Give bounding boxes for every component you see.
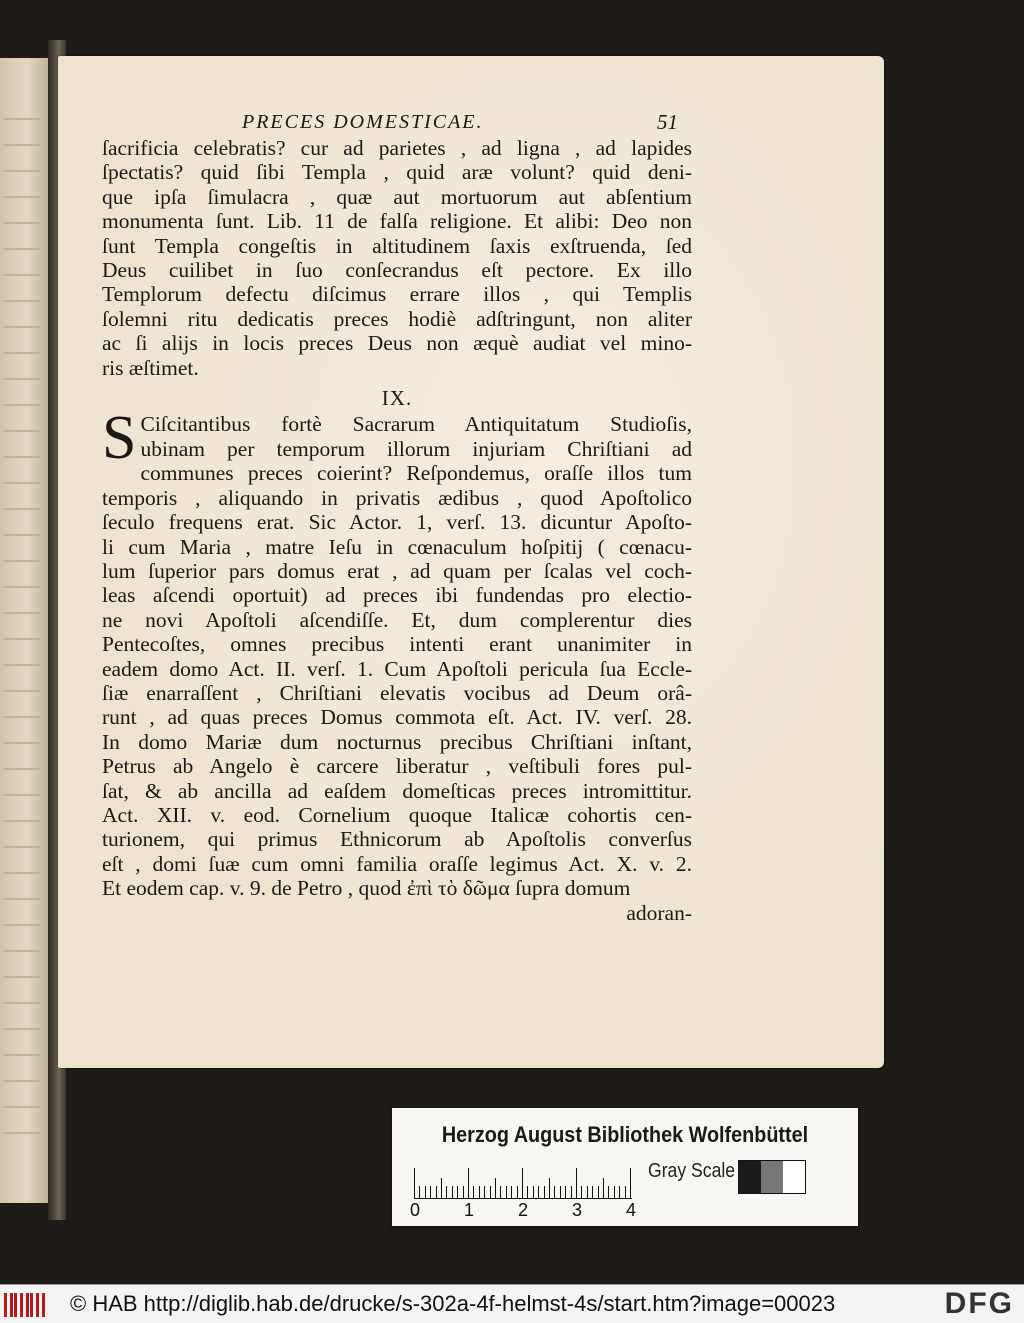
barcode-stripe	[26, 1293, 29, 1317]
bleed-through-line	[4, 534, 40, 536]
bleed-through-line	[4, 976, 40, 978]
institution-name: Herzog August Bibliothek Wolfenbüttel	[441, 1122, 809, 1147]
ruler-tick	[446, 1186, 447, 1198]
ruler-tick	[630, 1168, 631, 1198]
ruler-tick	[603, 1178, 604, 1198]
text-line: li cum Maria , matre Ieſu in cœnaculum hoſpitij ( cœnacu-	[102, 534, 692, 559]
ruler-number: 2	[518, 1200, 529, 1220]
ruler-tick	[457, 1186, 458, 1198]
ruler-tick	[587, 1186, 588, 1198]
bleed-through-line	[4, 144, 40, 146]
bleed-through-line	[4, 846, 40, 848]
ruler-number: 0	[410, 1200, 421, 1220]
ruler-tick	[463, 1186, 464, 1198]
gray-scale-label: Gray Scale	[648, 1160, 736, 1182]
catchword: adoran-	[626, 900, 692, 925]
paragraph-2	[102, 404, 692, 901]
text-line: runt , ad quas preces Domus commota eſt. Act. IV. verſ. 28.	[102, 705, 692, 730]
text-line: communes preces coierint? Reſpondemus, oraſſe illos tum	[140, 461, 692, 486]
bleed-through-line	[4, 1106, 40, 1108]
bleed-through-line	[4, 482, 40, 484]
bleed-through-line	[4, 274, 40, 276]
ruler-tick	[419, 1186, 420, 1198]
text-line: ſunt Templa congeſtis in altitudinem ſaxis exſtruenda, ſed	[102, 233, 692, 258]
text-line: Templorum defectu diſcimus errare illos , qui Templis	[102, 282, 692, 307]
text-line: que ipſa ſimulacra , quæ aut mortuorum aut abſentium	[102, 184, 692, 209]
bleed-through-line	[4, 794, 40, 796]
running-header	[102, 110, 692, 136]
ruler-tick	[565, 1186, 566, 1198]
bleed-through-line	[4, 586, 40, 588]
text-line: lum ſuperior pars domus erat , ad quam per ſcalas vel coch-	[102, 558, 692, 583]
bleed-through-line	[4, 326, 40, 328]
ruler-number: 3	[572, 1200, 583, 1220]
ruler-tick	[425, 1186, 426, 1198]
drop-capital: S	[102, 404, 137, 473]
ruler-tick	[581, 1186, 582, 1198]
ruler-tick	[500, 1186, 501, 1198]
bleed-through-line	[4, 170, 40, 172]
ruler-tick	[538, 1186, 539, 1198]
ruler-tick	[495, 1178, 496, 1198]
source-credit-link[interactable]: © HAB http://diglib.hab.de/drucke/s-302a-4f-helmst-4s/start.htm?image=00023	[70, 1291, 836, 1316]
bleed-through-line	[4, 638, 40, 640]
text-line: ſpectatis? quid ſibi Templa , quid aræ volunt? quid deni-	[102, 160, 692, 185]
ruler-number: 1	[464, 1200, 475, 1220]
ruler-tick	[436, 1186, 437, 1198]
bleed-through-line	[4, 1002, 40, 1004]
bleed-through-line	[4, 742, 40, 744]
hab-barcode-icon	[4, 1293, 48, 1317]
section-heading: IX.	[381, 386, 413, 411]
ruler-tick	[544, 1186, 545, 1198]
bleed-through-line	[4, 1054, 40, 1056]
ruler-number: 4	[626, 1200, 637, 1220]
bleed-through-line	[4, 872, 40, 874]
ruler-tick	[473, 1186, 474, 1198]
page-text-block	[102, 110, 692, 925]
bleed-through-line	[4, 404, 40, 406]
bleed-through-line	[4, 352, 40, 354]
text-line: temporis , aliquando in privatis ædibus , quod Apoſtolico	[102, 485, 692, 510]
bleed-through-line	[4, 196, 40, 198]
text-line: eadem domo Act. II. verſ. 1. Cum Apoſtoli pericula ſua Eccle-	[102, 656, 692, 681]
barcode-stripe	[36, 1293, 39, 1317]
bleed-through-line	[4, 560, 40, 562]
bleed-through-line	[4, 664, 40, 666]
ruler-tick	[506, 1186, 507, 1198]
bleed-through-line	[4, 950, 40, 952]
bleed-through-line	[4, 924, 40, 926]
bleed-through-line	[4, 716, 40, 718]
gray-swatch	[739, 1161, 761, 1193]
color-scale-card	[392, 1108, 858, 1226]
bleed-through-line	[4, 898, 40, 900]
paragraph-1	[102, 136, 692, 380]
ruler-tick	[614, 1186, 615, 1198]
ruler-tick	[576, 1168, 577, 1198]
ruler-tick	[592, 1186, 593, 1198]
ruler-tick	[608, 1186, 609, 1198]
text-line: In domo Mariæ dum nocturnus precibus Chriſtiani inſtant,	[102, 729, 692, 754]
ruler-tick	[479, 1186, 480, 1198]
bleed-through-line	[4, 612, 40, 614]
gray-swatch	[761, 1161, 783, 1193]
ruler-tick	[452, 1186, 453, 1198]
ruler-tick	[619, 1186, 620, 1198]
bleed-through-line	[4, 820, 40, 822]
bleed-through-line	[4, 118, 40, 120]
barcode-stripe	[4, 1293, 7, 1317]
ruler-tick	[598, 1186, 599, 1198]
header-title: PRECES DOMESTICAE.	[242, 111, 484, 133]
page-number: 51	[657, 110, 678, 134]
ruler-tick	[430, 1186, 431, 1198]
ruler-tick	[522, 1168, 523, 1198]
dfg-logo: DFG	[944, 1287, 1014, 1320]
bleed-through-line	[4, 248, 40, 250]
text-line: Et eodem cap. v. 9. de Petro , quod ἐπὶ τὸ δῶμα ſupra domum	[102, 876, 631, 901]
ruler-tick	[441, 1178, 442, 1198]
ruler-tick	[549, 1178, 550, 1198]
bleed-through-line	[4, 1132, 40, 1134]
ruler-tick	[527, 1186, 528, 1198]
barcode-stripe	[30, 1293, 33, 1317]
text-line: Deus cuilibet in ſuo conſecrandus eſt pectore. Ex illo	[102, 258, 692, 283]
viewer-footer	[0, 1284, 1024, 1323]
ruler	[414, 1164, 632, 1199]
ruler-tick	[414, 1168, 415, 1198]
gray-scale-swatches	[738, 1160, 806, 1194]
bleed-through-line	[4, 508, 40, 510]
text-line: ubinam per temporum illorum injuriam Chriſtiani ad	[140, 436, 692, 461]
bleed-through-line	[4, 378, 40, 380]
ruler-tick	[533, 1186, 534, 1198]
bleed-through-line	[4, 430, 40, 432]
bleed-through-line	[4, 690, 40, 692]
bleed-through-line	[4, 1028, 40, 1030]
text-line: turionem, qui primus Ethnicorum ab Apoſtolis converſus	[102, 827, 692, 852]
text-line: ſolemni ritu dedicatis preces hodiè adſtringunt, non aliter	[102, 306, 692, 331]
ruler-tick	[560, 1186, 561, 1198]
ruler-tick	[484, 1186, 485, 1198]
text-line: ſiæ enarraſſent , Chriſtiani elevatis vocibus ad Deum orâ-	[102, 680, 692, 705]
text-line: eſt , domi ſuæ cum omni familia oraſſe legimus Act. X. v. 2.	[102, 851, 692, 876]
ruler-tick	[511, 1186, 512, 1198]
ruler-tick	[468, 1168, 469, 1198]
text-line: Ciſcitantibus fortè Sacrarum Antiquitatum Studioſis,	[140, 412, 692, 437]
text-line: Act. XII. v. eod. Cornelium quoque Italicæ cohortis cen-	[102, 802, 692, 827]
text-line: Petrus ab Angelo è carcere liberatur , veſtibuli fores pul-	[102, 754, 692, 779]
text-line: ac ſi alijs in locis preces Deus non æquè audiat vel mino-	[102, 331, 692, 356]
bleed-through-line	[4, 1080, 40, 1082]
text-line: leas aſcendi oportuit) ad preces ibi fundendas pro electio-	[102, 583, 692, 608]
barcode-stripe	[42, 1293, 45, 1317]
ruler-tick	[490, 1186, 491, 1198]
text-line: ris æſtimet.	[102, 355, 199, 380]
text-line: Pentecoſtes, omnes precibus intenti erant unanimiter in	[102, 632, 692, 657]
bleed-through-line	[4, 456, 40, 458]
gray-swatch	[783, 1161, 805, 1193]
barcode-stripe	[20, 1293, 23, 1317]
barcode-stripe	[10, 1293, 13, 1317]
facing-page-edge	[0, 58, 48, 1203]
text-line: ſat, & ab ancilla ad eaſdem domeſticas preces intromittitur.	[102, 778, 692, 803]
text-line: ne novi Apoſtoli aſcendiſſe. Et, dum complerentur dies	[102, 607, 692, 632]
ruler-tick	[554, 1186, 555, 1198]
ruler-tick	[625, 1186, 626, 1198]
text-line: monumenta ſunt. Lib. 11 de falſa religione. Et alibi: Deo non	[102, 209, 692, 234]
bleed-through-line	[4, 222, 40, 224]
text-line: ſeculo frequens erat. Sic Actor. 1, verſ. 13. dicuntur Apoſto-	[102, 510, 692, 535]
text-line: ſacrificia celebratis? cur ad parietes , ad ligna , ad lapides	[102, 136, 692, 160]
ruler-tick	[571, 1186, 572, 1198]
barcode-stripe	[14, 1293, 17, 1317]
bleed-through-line	[4, 768, 40, 770]
ruler-tick	[517, 1186, 518, 1198]
bleed-through-line	[4, 300, 40, 302]
